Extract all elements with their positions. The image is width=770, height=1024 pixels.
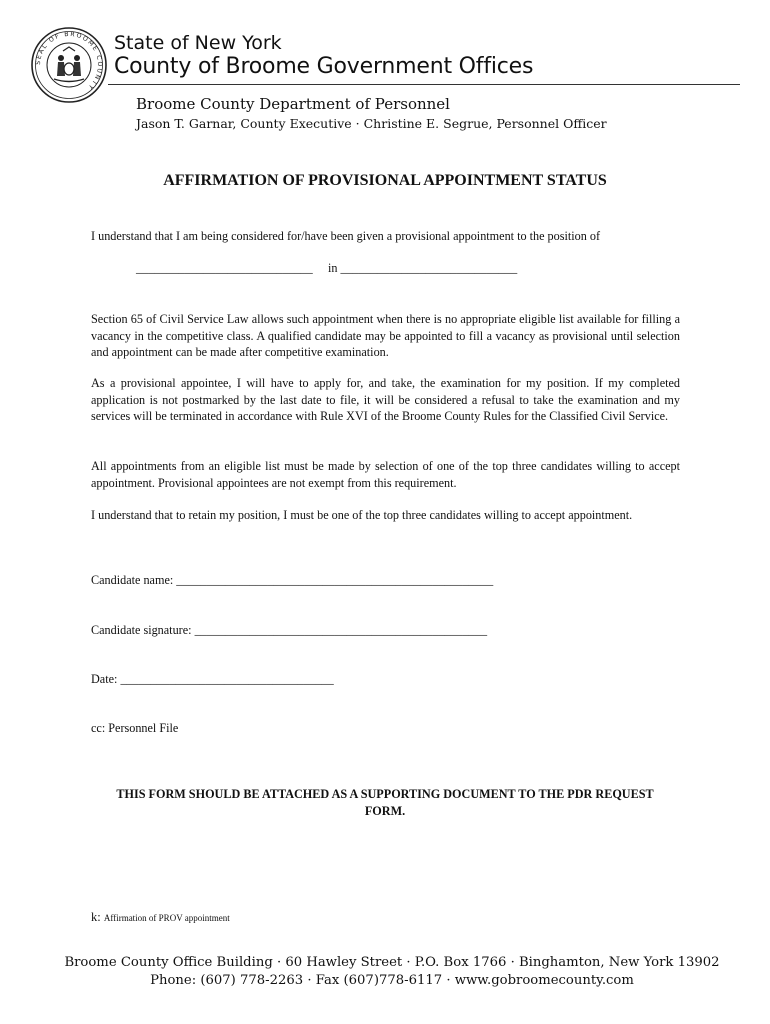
date-field[interactable]: Date: ___________________________________	[91, 672, 334, 686]
file-reference	[91, 909, 230, 926]
position-field-line[interactable]: _____________________________ in _____________________________	[136, 261, 518, 275]
document-title: AFFIRMATION OF PROVISIONAL APPOINTMENT STATUS	[163, 172, 607, 189]
seal-text: SEAL OF BROOME COUNTY	[34, 30, 104, 92]
county-seal-icon	[30, 26, 108, 104]
letterhead-divider	[108, 84, 740, 85]
attach-note-text: THIS FORM SHOULD BE ATTACHED AS A SUPPORTING DOCUMENT TO THE PDR REQUEST FORM.	[116, 787, 654, 818]
candidate-signature-field[interactable]: Candidate signature: ________________________________________________	[91, 623, 488, 637]
letterhead-state: State of New York	[114, 32, 282, 54]
eligible-list-paragraph: All appointments from an eligible list must be made by selection of one of the top three candidates willing to accept appointment. Provisional appointees are not exempt from this requirement.	[91, 459, 680, 490]
svg-text:SEAL OF BROOME COUNTY	[35, 31, 103, 92]
intro-text: I understand that I am being considered for/have been given a provisional appointment to the position of	[91, 229, 601, 243]
candidate-name-field[interactable]: Candidate name: ____________________________________________________	[91, 573, 494, 587]
file-ref-name: Affirmation of PROV appointment	[103, 913, 230, 923]
cc-note: cc: Personnel File	[91, 721, 179, 735]
footer-contact: Phone: (607) 778-2263 · Fax (607)778-6117 · www.gobroomecounty.com	[150, 973, 634, 988]
letterhead-officers: Jason T. Garnar, County Executive · Christine E. Segrue, Personnel Officer	[136, 116, 607, 131]
retain-position-paragraph: I understand that to retain my position, I must be one of the top three candidates willing to accept appointment.	[91, 508, 633, 522]
letterhead-department: Broome County Department of Personnel	[136, 95, 450, 113]
footer-address: Broome County Office Building · 60 Hawley Street · P.O. Box 1766 · Binghamton, New York 13902	[64, 955, 720, 970]
attach-note	[0, 786, 770, 819]
file-ref-prefix: k:	[91, 910, 101, 924]
examination-paragraph: As a provisional appointee, I will have to apply for, and take, the examination for my position. If my completed application is not postmarked by the last date to file, it will be considered a refusal to take the examination and my services will be terminated in accordance with Rule XVI of the Broome County Rules for the Classified Civil Service.	[91, 376, 680, 423]
section-65-paragraph: Section 65 of Civil Service Law allows such appointment when there is no appropriate eligible list available for filling a vacancy in the competitive class. A qualified candidate may be appointed to fill a vacancy as provisional until selection and appointment can be made after competitive examination.	[91, 312, 680, 359]
letterhead-county: County of Broome Government Offices	[114, 54, 534, 79]
